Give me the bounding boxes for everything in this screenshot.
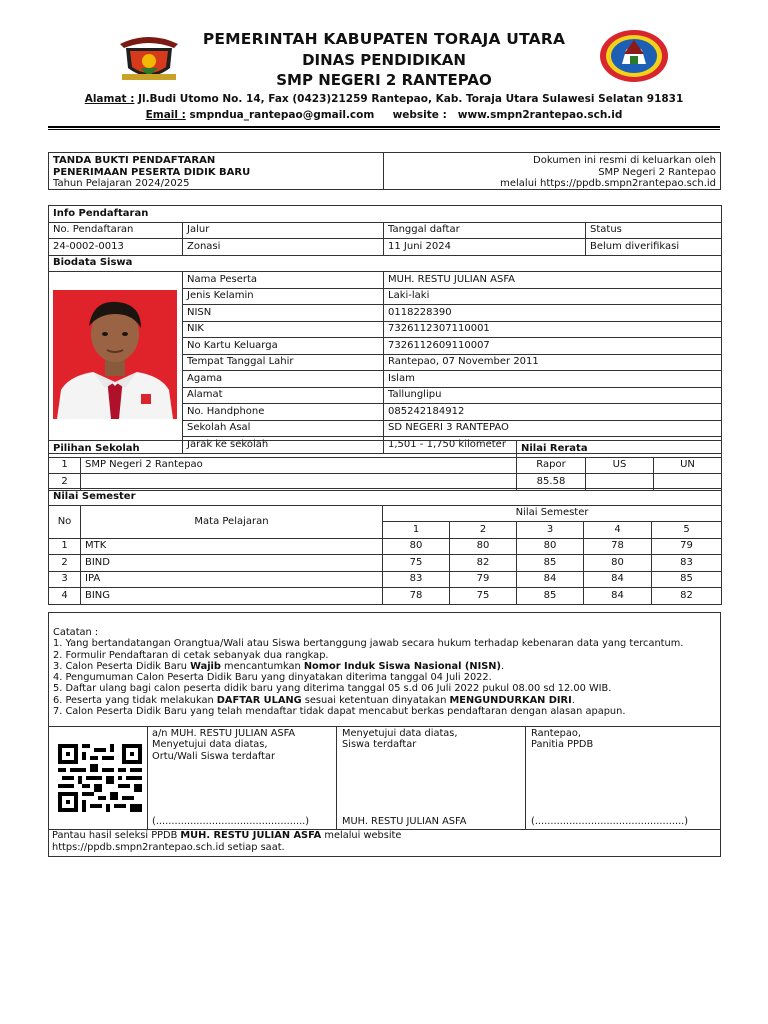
average-col-un: UN [654,457,722,474]
field-label: Alamat [183,387,384,404]
field-value: SD NEGERI 3 RANTEPAO [384,420,722,437]
note-3-emphasis: Nomor Induk Siswa Nasional (NISN) [303,660,501,672]
receipt-subtitle: PENERIMAAN PESERTA DIDIK BARU [53,166,251,178]
semester-3: 3 [517,522,584,539]
note-5: 5. Daftar ulang bagi calon peserta didik baru yang diterima tanggal 05 s.d 06 Juli 2022 pukul 08.00 sd 12.00 WIB. [53,683,612,695]
note-3-emphasis: Wajib [190,660,221,672]
letterhead-divider [48,126,720,128]
notes-list [53,627,683,717]
school-choice-table [48,440,722,491]
info-col-no: No. Pendaftaran [49,222,183,239]
grade: 83 [652,555,722,572]
note-3-part: mencantumkan [220,660,304,672]
grade: 84 [584,571,652,588]
field-label: NISN [183,305,384,322]
grade: 75 [383,555,450,572]
student-role: Siswa terdaftar [342,739,417,751]
section-choice-title: Pilihan Sekolah [49,441,517,458]
row-no: 4 [49,588,81,605]
grade: 78 [584,538,652,555]
website-text: www.smpn2rantepao.sch.id [457,109,623,121]
footer-line-2: https://ppdb.smpn2rantepao.sch.id setiap saat. [52,841,285,853]
signature-divider [336,726,337,829]
grade: 82 [450,555,517,572]
student-signature [342,728,458,751]
footer-student-name: MUH. RESTU JULIAN ASFA [180,830,322,841]
footer-note [52,830,401,853]
signature-divider [147,726,148,829]
info-header-row [49,222,722,239]
receipt-title-block [53,155,250,190]
issuer-line-2: SMP Negeri 2 Rantepao [598,166,716,178]
student-photo [53,290,177,419]
grade: 80 [584,555,652,572]
col-semester-group: Nilai Semester [383,505,722,522]
field-value: MUH. RESTU JULIAN ASFA [384,272,722,289]
receipt-header [48,152,721,190]
note-6 [53,695,683,706]
row-no: 2 [49,555,81,572]
section-average-title: Nilai Rerata [517,441,722,458]
guardian-signature [152,728,295,762]
registration-status: Belum diverifikasi [586,239,722,256]
issuer-block [500,155,716,190]
letterhead-department: DINAS PENDIDIKAN [302,51,466,69]
guardian-signature-line: (................................................) [152,816,310,827]
address-text: Jl.Budi Utomo No. 14, Fax (0423)21259 Rantepao, Kab. Toraja Utara Sulawesi Selatan 91831 [138,93,684,105]
note-6-part: . [571,694,575,706]
grade: 79 [450,571,517,588]
letterhead-contact [0,109,768,121]
average-rapor-value: 85.58 [517,474,586,491]
grade: 75 [450,588,517,605]
grade: 84 [584,588,652,605]
note-6-emphasis: DAFTAR ULANG [216,694,302,706]
grade: 80 [517,538,584,555]
grade: 83 [383,571,450,588]
semester-header-row [49,505,722,522]
field-value: 1,501 - 1,750 kilometer [384,437,722,454]
committee-signature-line: (................................................) [531,816,689,827]
note-6-part: sesuai ketentuan dinyatakan [301,694,450,706]
academic-year: Tahun Pelajaran 2024/2025 [53,178,190,189]
letterhead-government: PEMERINTAH KABUPATEN TORAJA UTARA [202,30,566,48]
grade: 82 [652,588,722,605]
semester-grades-table [48,488,722,605]
section-info-row [49,206,722,223]
col-subject: Mata Pelajaran [81,505,383,538]
email-label: Email : [145,109,186,121]
row-subject: IPA [81,571,383,588]
semester-section-row [49,489,722,506]
field-label: Sekolah Asal [183,420,384,437]
info-value-row [49,239,722,256]
info-col-status: Status [586,222,722,239]
note-1: 1. Yang bertandatangan Orangtua/Wali atau Siswa bertanggung jawab secara hukum terhadap kebenaran data yang tercantum. [53,638,684,650]
grade: 79 [652,538,722,555]
table-row [49,272,722,289]
committee-signature [531,728,593,751]
section-semester-title: Nilai Semester [49,489,722,506]
choice-school: SMP Negeri 2 Rantepao [81,457,517,474]
committee-role: Panitia PPDB [531,739,594,751]
website-label: website : [392,109,447,121]
qr-code-icon [58,744,142,812]
receipt-title: TANDA BUKTI PENDAFTARAN [53,155,216,166]
grade: 80 [450,538,517,555]
field-label: No Kartu Keluarga [183,338,384,355]
table-row [49,538,722,555]
guardian-name: a/n MUH. RESTU JULIAN ASFA [152,728,296,739]
grade: 85 [652,571,722,588]
field-label: Jenis Kelamin [183,288,384,305]
choice-number: 2 [49,474,81,491]
row-no: 1 [49,538,81,555]
letterhead-address [0,93,768,105]
registration-number: 24-0002-0013 [49,239,183,256]
signature-divider [525,726,526,829]
choice-number: 1 [49,457,81,474]
semester-1: 1 [383,522,450,539]
row-subject: BING [81,588,383,605]
note-6-emphasis: MENGUNDURKAN DIRI [449,694,572,706]
field-value: 085242184912 [384,404,722,421]
field-value: Rantepao, 07 November 2011 [384,354,722,371]
field-label: Nama Peserta [183,272,384,289]
notes-title: Catatan : [53,627,99,638]
row-no: 3 [49,571,81,588]
table-row [49,588,722,605]
field-value: Laki-laki [384,288,722,305]
grade: 80 [383,538,450,555]
field-value: 7326112609110007 [384,338,722,355]
semester-2: 2 [450,522,517,539]
student-signature-name: MUH. RESTU JULIAN ASFA [342,816,467,827]
note-3-part: 3. Calon Peserta Didik Baru [53,660,191,672]
section-biodata-title: Biodata Siswa [49,255,722,272]
field-label: Jarak ke sekolah [183,437,384,454]
field-label: Tempat Tanggal Lahir [183,354,384,371]
row-subject: MTK [81,538,383,555]
footer-part: melalui website [321,830,402,841]
guardian-approval: Menyetujui data diatas, [152,739,268,751]
info-col-tanggal: Tanggal daftar [384,222,586,239]
footer-part: Pantau hasil seleksi PPDB [52,830,181,841]
table-row [49,571,722,588]
note-2: 2. Formulir Pendaftaran di cetak sebanyak dua rangkap. [53,649,329,661]
field-value: 7326112307110001 [384,321,722,338]
field-value: Islam [384,371,722,388]
table-row [49,457,722,474]
field-label: NIK [183,321,384,338]
letterhead-school: SMP NEGERI 2 RANTEPAO [276,71,492,89]
registration-date: 11 Juni 2024 [384,239,586,256]
email-text: smpndua_rantepao@gmail.com [189,109,375,121]
grade: 84 [517,571,584,588]
note-3-part: . [500,660,505,672]
average-col-us: US [586,457,654,474]
table-row [49,555,722,572]
grade: 85 [517,588,584,605]
address-label: Alamat : [84,93,135,105]
note-4: 4. Pengumuman Calon Peserta Didik Baru yang dinyatakan diterima tanggal 04 Juli 2022. [53,672,492,684]
issuer-line-3: melalui https://ppdb.smpn2rantepao.sch.id [500,178,716,189]
committee-place: Rantepao, [531,728,582,739]
average-col-rapor: Rapor [517,457,586,474]
section-info-title: Info Pendaftaran [49,206,722,223]
field-value: Tallunglipu [384,387,722,404]
note-3 [53,661,683,672]
student-approval: Menyetujui data diatas, [342,728,458,739]
note-6-part: 6. Peserta yang tidak melakukan [53,694,217,706]
grade: 85 [517,555,584,572]
field-value: 0118228390 [384,305,722,322]
footer-line-1 [52,830,401,842]
header-separator [383,153,384,189]
guardian-role: Ortu/Wali Siswa terdaftar [152,750,275,762]
grade: 78 [383,588,450,605]
field-label: Agama [183,371,384,388]
col-no: No [49,505,81,538]
choice-header-row [49,441,722,458]
semester-4: 4 [584,522,652,539]
note-7: 7. Calon Peserta Didik Baru yang telah mendaftar tidak dapat mencabut berkas pendaftaran dengan alasan apapun. [53,706,626,718]
field-label: No. Handphone [183,404,384,421]
section-biodata-row [49,255,722,272]
letterhead-divider-thin [48,129,720,130]
semester-5: 5 [652,522,722,539]
issuer-line-1: Dokumen ini resmi di keluarkan oleh [533,155,716,166]
registration-path: Zonasi [183,239,384,256]
row-subject: BIND [81,555,383,572]
info-col-jalur: Jalur [183,222,384,239]
